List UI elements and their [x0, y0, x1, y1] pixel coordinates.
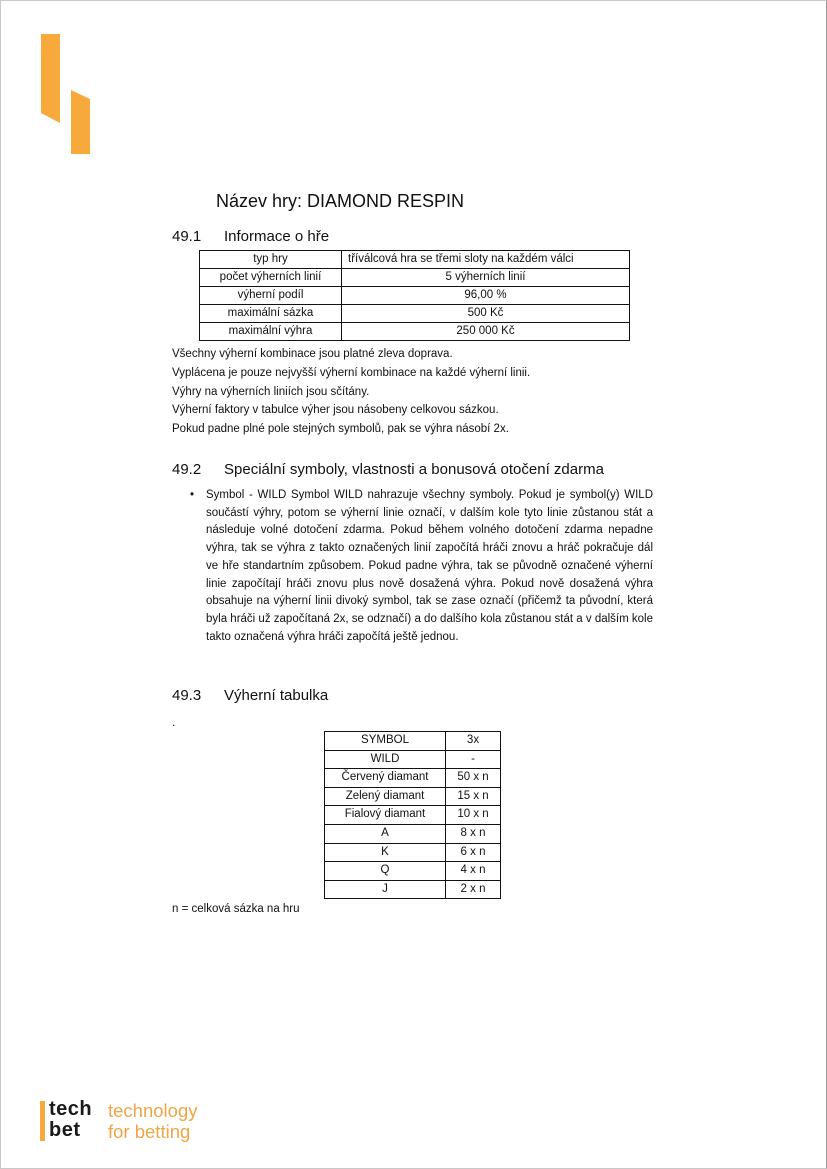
table-row — [325, 880, 501, 899]
bullet-icon: • — [190, 489, 195, 501]
logo-bar-left — [41, 34, 60, 123]
section-title: Výherní tabulka — [224, 687, 329, 704]
table-row — [325, 750, 501, 769]
rule-line: Výherní faktory v tabulce výher jsou násobeny celkovou sázkou. — [172, 404, 499, 417]
symbol-cell: A — [325, 824, 446, 843]
bullet-text: Symbol - WILD Symbol WILD nahrazuje všechny symboly. Pokud je symbol(y) WILD součástí výhry, potom se výherní linie označí, v dalším kole tyto linie zůstanou stát a následuje volné dotočení zdarma. Pokud během volného dotočení zdarma nepadne výhra, tak se výhra z takto označených linií započítá hráči znovu a hráč pokračuje dál ve hře standartním způsobem. Pokud padne výhra, tak se původně označené výherní linie započítají hráči znovu plus nově dosažená výhra. Pokud nově dosažená výhra obsahuje na výherní linii divoký symbol, tak se zase označí (přičemž ta původní, která byla hráči už započítaná 2x, se odznačí) a do dalšího kola zůstanou stát a v dalším kole takto označená výhra hráči započítá ještě jednou. — [206, 489, 653, 643]
table-row — [200, 269, 630, 287]
rules-list — [172, 345, 530, 439]
table-row — [200, 251, 630, 269]
multiplier-cell: 2 x n — [446, 880, 501, 899]
game-info-table — [199, 250, 630, 341]
symbol-cell: K — [325, 843, 446, 862]
brand-tagline-line1: technology — [108, 1100, 198, 1121]
table-row — [325, 806, 501, 825]
symbol-cell: WILD — [325, 750, 446, 769]
section-title: Informace o hře — [224, 228, 330, 245]
rule-line: Vyplácena je pouze nejvyšší výherní kombinace na každé výherní linii. — [172, 366, 531, 379]
wild-symbol-description — [190, 487, 653, 646]
multiplier-cell: 10 x n — [446, 806, 501, 825]
info-value: 96,00 % — [342, 287, 630, 305]
multiplier-cell: - — [446, 750, 501, 769]
info-key: výherní podíl — [200, 287, 342, 305]
multiplier-cell: 4 x n — [446, 862, 501, 881]
techbet-footer-logo — [40, 1100, 240, 1144]
paytable-header-row — [325, 732, 501, 751]
game-title: Název hry: DIAMOND RESPIN — [216, 191, 465, 211]
symbol-cell: Červený diamant — [325, 769, 446, 788]
multiplier-cell: 6 x n — [446, 843, 501, 862]
brand-accent-bar-icon — [40, 1101, 45, 1141]
section-heading-49-2 — [172, 461, 604, 478]
section-number: 49.1 — [172, 228, 202, 245]
info-key: maximální sázka — [200, 305, 342, 323]
info-key: počet výherních linií — [200, 269, 342, 287]
info-value: 500 Kč — [342, 305, 630, 323]
brand-word-bet: bet — [49, 1119, 81, 1141]
symbol-cell: J — [325, 880, 446, 899]
symbol-cell: Fialový diamant — [325, 806, 446, 825]
table-row — [325, 862, 501, 881]
section-heading-49-1 — [172, 228, 329, 245]
symbol-cell: Q — [325, 862, 446, 881]
multiplier-cell: 8 x n — [446, 824, 501, 843]
paytable — [324, 731, 501, 899]
rule-line: Pokud padne plné pole stejných symbolů, pak se výhra násobí 2x. — [172, 423, 509, 436]
section-heading-49-3 — [172, 687, 328, 704]
table-row — [325, 824, 501, 843]
column-header-3x: 3x — [446, 732, 501, 751]
brand-word-tech: tech — [49, 1098, 93, 1120]
table-row — [325, 787, 501, 806]
paytable-footnote: n = celková sázka na hru — [172, 903, 300, 915]
info-value: 5 výherních linií — [342, 269, 630, 287]
multiplier-cell: 15 x n — [446, 787, 501, 806]
section-number: 49.2 — [172, 461, 202, 478]
info-value: tříválcová hra se třemi sloty na každém válci — [342, 251, 630, 269]
table-row — [325, 843, 501, 862]
column-header-symbol: SYMBOL — [325, 732, 446, 751]
info-key: typ hry — [200, 251, 342, 269]
multiplier-cell: 50 x n — [446, 769, 501, 788]
section-number: 49.3 — [172, 687, 202, 704]
rule-line: Výhry na výherních liniích jsou sčítány. — [172, 385, 370, 398]
table-row — [200, 323, 630, 341]
brand-tagline-line2: for betting — [108, 1121, 191, 1142]
table-row — [325, 769, 501, 788]
stray-dot: . — [172, 715, 176, 729]
section-title: Speciální symboly, vlastnosti a bonusová otočení zdarma — [224, 461, 604, 478]
symbol-cell: Zelený diamant — [325, 787, 446, 806]
info-value: 250 000 Kč — [342, 323, 630, 341]
table-row — [200, 305, 630, 323]
table-row — [200, 287, 630, 305]
info-key: maximální výhra — [200, 323, 342, 341]
logo-bar-right — [71, 90, 90, 154]
brand-logo-mark-icon — [40, 33, 92, 155]
rule-line: Všechny výherní kombinace jsou platné zleva doprava. — [172, 348, 453, 360]
